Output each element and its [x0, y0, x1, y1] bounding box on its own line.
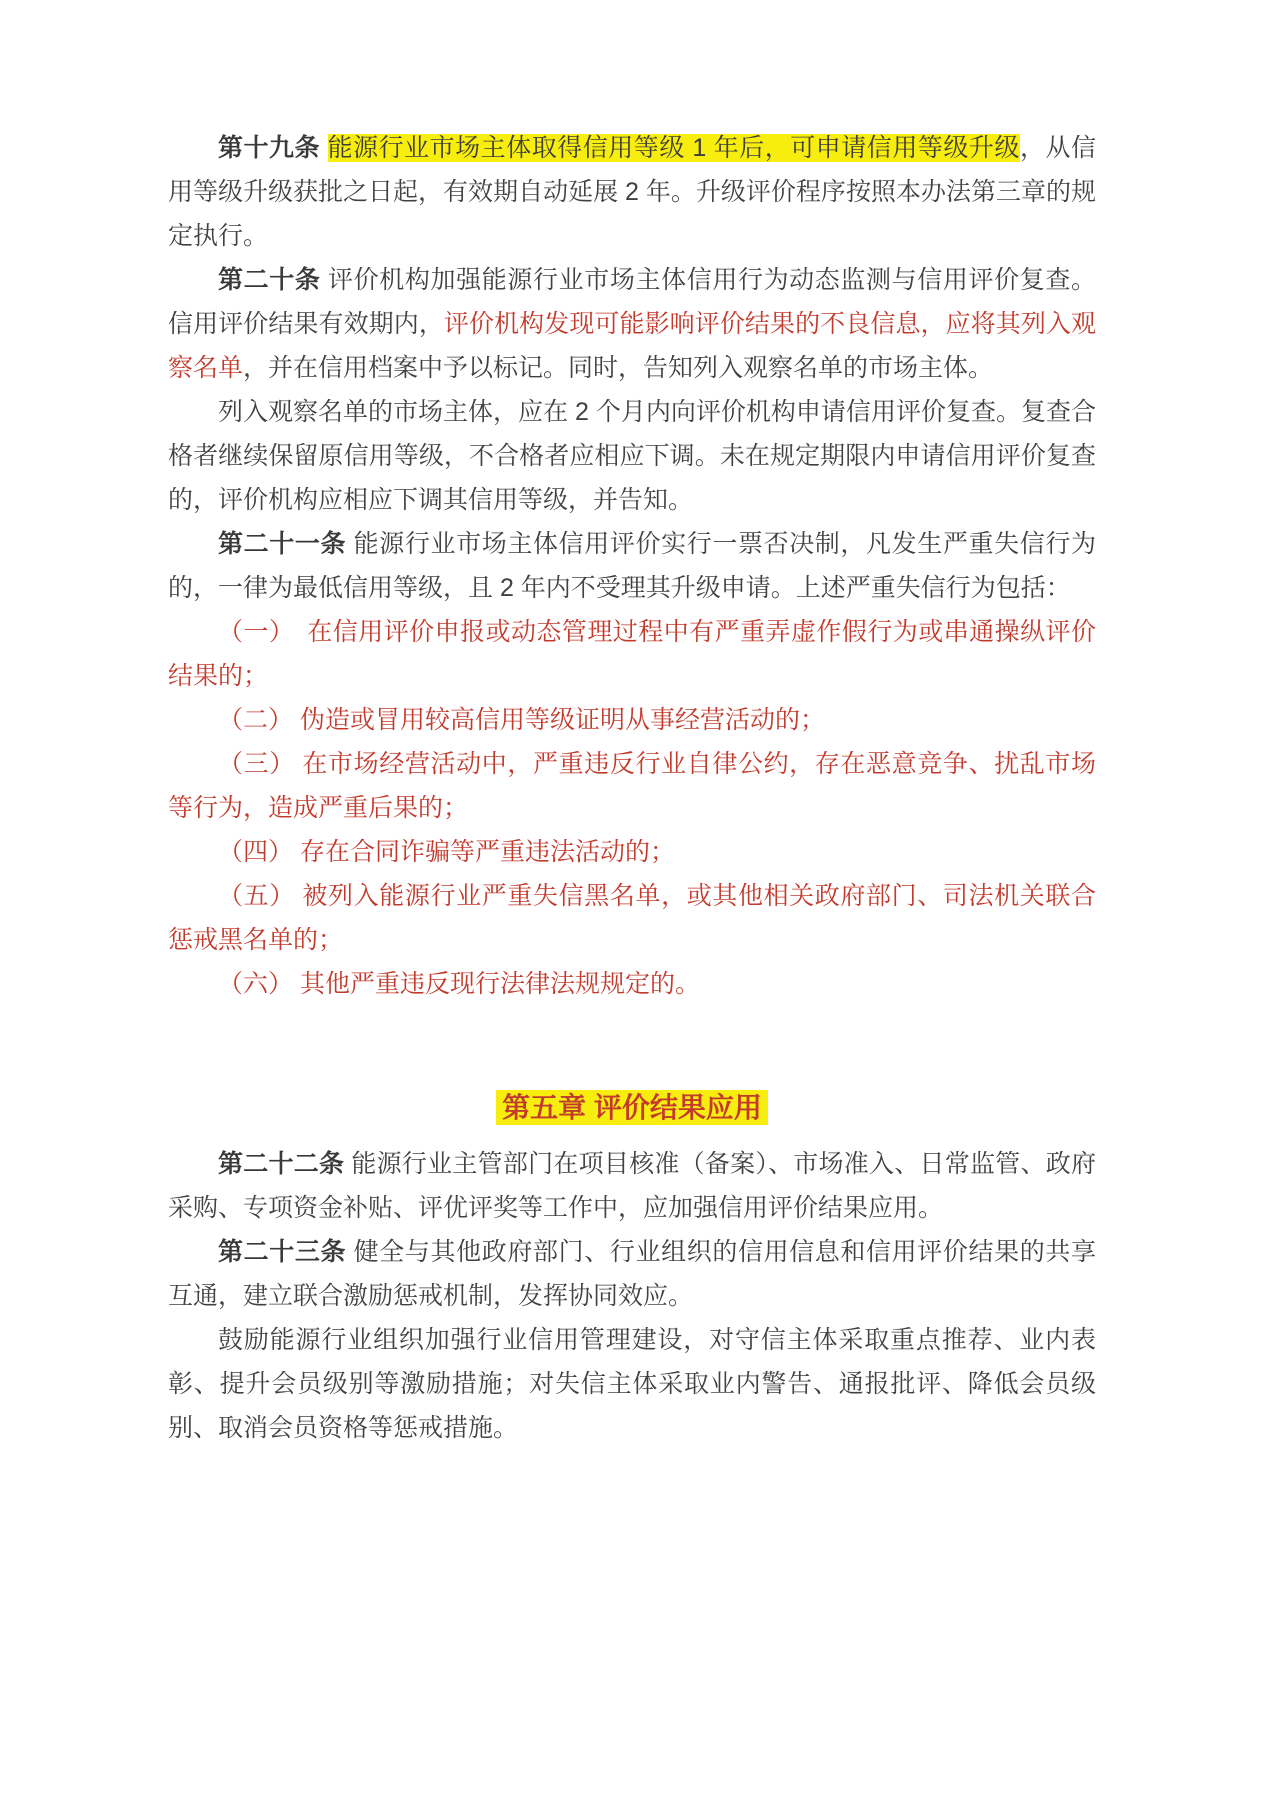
document-body	[168, 0, 1096, 1450]
violation-item-5: （五） 被列入能源行业严重失信黑名单，或其他相关政府部门、司法机关联合惩戒黑名单的；	[168, 882, 1096, 954]
chapter-5-heading	[168, 1084, 1096, 1132]
violation-item-3: （三） 在市场经营活动中，严重违反行业自律公约，存在恶意竞争、扰乱市场等行为，造成严重后果的；	[168, 750, 1096, 822]
violation-item-1: （一） 在信用评价申报或动态管理过程中有严重弄虚作假行为或串通操纵评价结果的；	[168, 618, 1096, 690]
encourage-paragraph: 鼓励能源行业组织加强行业信用管理建设，对守信主体采取重点推荐、业内表彰、提升会员级别等激励措施；对失信主体采取业内警告、通报批评、降低会员级别、取消会员资格等惩戒措施。	[168, 1326, 1096, 1442]
article-21-paragraph	[168, 522, 1096, 610]
violation-item-6: （六） 其他严重违反现行法律法规规定的。	[218, 970, 700, 998]
article-20-text-lead: 评价机构加强能源行业市场主体信用行为动态监测与信用评价复查。信用评价结果有效期内，	[168, 266, 1096, 338]
article-19-highlighted-text: 能源行业市场主体取得信用等级 1 年后，可申请信用等级升级	[327, 134, 1020, 162]
article-22-number: 第二十二条	[218, 1150, 352, 1178]
article-19-paragraph	[168, 126, 1096, 258]
article-20-paragraph	[168, 258, 1096, 390]
article-22-text: 能源行业主管部门在项目核准（备案）、市场准入、日常监管、政府采购、专项资金补贴、评优评奖等工作中，应加强信用评价结果应用。	[168, 1150, 1096, 1222]
watchlist-paragraph: 列入观察名单的市场主体，应在 2 个月内向评价机构申请信用评价复查。复查合格者继续保留原信用等级，不合格者应相应下调。未在规定期限内申请信用评价复查的，评价机构应相应下调其信用等级，并告知。	[168, 398, 1096, 514]
article-19-text: ，从信用等级升级获批之日起，有效期自动延展 2 年。升级评价程序按照本办法第三章的规定执行。	[168, 134, 1096, 250]
violation-item-4: （四） 存在合同诈骗等严重违法活动的；	[218, 838, 675, 866]
violation-item-2: （二） 伪造或冒用较高信用等级证明从事经营活动的；	[218, 706, 825, 734]
article-20-number: 第二十条	[218, 266, 329, 294]
article-23-text: 健全与其他政府部门、行业组织的信用信息和信用评价结果的共享互通，建立联合激励惩戒机制，发挥协同效应。	[168, 1238, 1096, 1310]
chapter-5-title: 第五章 评价结果应用	[496, 1090, 768, 1125]
article-20-text-tail: ，并在信用档案中予以标记。同时，告知列入观察名单的市场主体。	[243, 354, 994, 382]
article-23-paragraph	[168, 1230, 1096, 1318]
article-21-text: 能源行业市场主体信用评价实行一票否决制，凡发生严重失信行为的，一律为最低信用等级，且 2 年内不受理其升级申请。上述严重失信行为包括：	[168, 530, 1096, 602]
article-21-number: 第二十一条	[218, 530, 354, 558]
article-19-number: 第十九条	[218, 134, 328, 162]
article-23-number: 第二十三条	[218, 1238, 354, 1266]
article-22-paragraph	[168, 1142, 1096, 1230]
article-20-red-text: 评价机构发现可能影响评价结果的不良信息，应将其列入观察名单	[168, 310, 1096, 382]
